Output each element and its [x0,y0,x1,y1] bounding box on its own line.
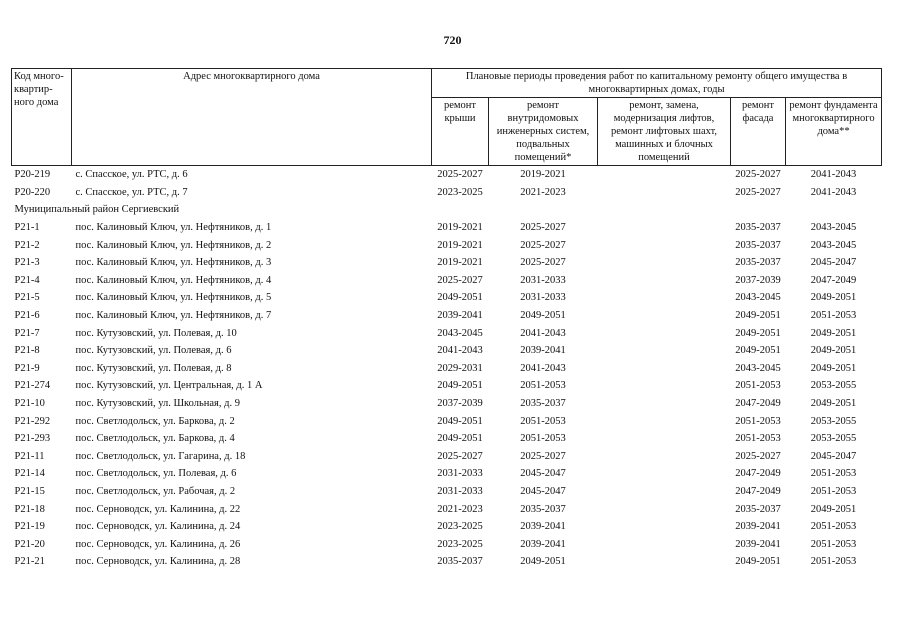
cell-address: пос. Кутузовский, ул. Полевая, д. 10 [75,327,237,339]
cell-elevators [598,483,731,501]
cell-roof: 2025-2027 [437,274,483,286]
header-foundation: ремонт фундамента многоквартирного дома** [786,98,882,166]
cell-address: пос. Серноводск, ул. Калинина, д. 26 [75,538,241,550]
cell-foundation: 2051-2053 [810,310,857,322]
cell-code: Р21-7 [14,327,40,339]
cell-code: Р21-20 [14,538,45,550]
cell-facade: 2051-2053 [735,415,781,427]
cell-roof: 2023-2025 [437,521,483,533]
cell-roof: 2031-2033 [437,468,483,480]
cell-address: пос. Калиновый Ключ, ул. Нефтяников, д. 2 [75,239,272,251]
table-row [12,377,882,395]
cell-foundation: 2053-2055 [810,415,857,427]
capital-repair-table [11,68,882,571]
cell-systems: 2039-2041 [520,345,566,357]
cell-address: пос. Кутузовский, ул. Полевая, д. 8 [75,362,232,374]
cell-foundation: 2045-2047 [810,257,857,269]
page-number: 720 [443,33,462,47]
table-row [12,553,882,571]
cell-roof: 2029-2031 [437,362,483,374]
cell-facade: 2047-2049 [735,398,781,410]
cell-foundation: 2053-2055 [810,433,857,445]
cell-code: Р21-15 [14,485,45,497]
table-row [12,412,882,430]
cell-roof: 2031-2033 [437,485,483,497]
cell-systems: 2025-2027 [520,239,566,251]
header-roof: ремонт крыши [432,98,489,166]
cell-code: Р21-8 [14,345,40,357]
cell-facade: 2047-2049 [735,468,781,480]
cell-address: с. Спасское, ул. РТС, д. 7 [75,186,188,198]
table-row [12,236,882,254]
cell-facade: 2039-2041 [735,521,781,533]
cell-address: пос. Калиновый Ключ, ул. Нефтяников, д. 1 [75,222,272,234]
cell-foundation: 2041-2043 [810,186,857,198]
cell-elevators [598,342,731,360]
cell-systems: 2025-2027 [520,257,566,269]
cell-address: пос. Светлодольск, ул. Баркова, д. 2 [75,415,235,427]
cell-facade: 2025-2027 [735,450,781,462]
cell-roof: 2019-2021 [437,239,483,251]
cell-foundation: 2051-2053 [810,538,857,550]
table-row [12,289,882,307]
header-facade: ремонт фасада [731,98,786,166]
cell-systems: 2035-2037 [520,398,566,410]
cell-code: Р21-11 [14,450,45,462]
cell-roof: 2043-2045 [437,327,483,339]
cell-systems: 2031-2033 [520,274,566,286]
cell-elevators [598,395,731,413]
cell-facade: 2049-2051 [735,345,781,357]
cell-elevators [598,184,731,202]
header-systems: ремонт внутридомовых инженерных систем, подвальных помещений* [489,98,598,166]
cell-code: Р21-14 [14,468,45,480]
cell-roof: 2039-2041 [437,310,483,322]
cell-code: Р21-6 [14,310,40,322]
cell-address: пос. Кутузовский, ул. Полевая, д. 6 [75,345,232,357]
cell-facade: 2051-2053 [735,380,781,392]
cell-elevators [598,360,731,378]
cell-foundation: 2049-2051 [810,292,857,304]
cell-roof: 2041-2043 [437,345,483,357]
cell-facade: 2043-2045 [735,292,781,304]
table-row [12,272,882,290]
header-address: Адрес многоквартирного дома [72,69,432,166]
cell-address: пос. Светлодольск, ул. Баркова, д. 4 [75,433,235,445]
cell-systems: 2045-2047 [520,485,566,497]
cell-code: Р20-220 [14,186,51,198]
cell-systems: 2051-2053 [520,380,566,392]
cell-code: Р21-9 [14,362,40,374]
cell-elevators [598,289,731,307]
cell-foundation: 2043-2045 [810,239,857,251]
cell-foundation: 2051-2053 [810,556,857,568]
table-row [12,518,882,536]
cell-foundation: 2051-2053 [810,468,857,480]
cell-roof: 2019-2021 [437,257,483,269]
cell-foundation: 2043-2045 [810,222,857,234]
cell-address: пос. Серноводск, ул. Калинина, д. 24 [75,521,241,533]
cell-code: Р21-21 [14,556,45,568]
cell-elevators [598,272,731,290]
cell-systems: 2039-2041 [520,521,566,533]
cell-facade: 2025-2027 [735,186,781,198]
cell-roof: 2025-2027 [437,450,483,462]
cell-code: Р21-293 [14,433,51,445]
header-periods: Плановые периоды проведения работ по капитальному ремонту общего имущества в многоквартирных домах, годы [432,69,882,98]
cell-facade: 2049-2051 [735,327,781,339]
cell-elevators [598,254,731,272]
header-code: Код много- квартир- ного дома [12,69,72,166]
cell-elevators [598,553,731,571]
cell-code: Р21-19 [14,521,45,533]
cell-systems: 2041-2043 [520,362,566,374]
cell-elevators [598,219,731,237]
cell-systems: 2041-2043 [520,327,566,339]
cell-foundation: 2045-2047 [810,450,857,462]
header-elevators: ремонт, замена, модернизация лифтов, ремонт лифтовых шахт, машинных и блочных помещений [598,98,731,166]
cell-systems: 2019-2021 [520,169,566,181]
cell-elevators [598,518,731,536]
cell-elevators [598,448,731,466]
cell-address: пос. Серноводск, ул. Калинина, д. 22 [75,503,241,515]
cell-foundation: 2049-2051 [810,503,857,515]
cell-code: Р21-3 [14,257,40,269]
table-row [12,342,882,360]
table-row [12,360,882,378]
cell-foundation: 2049-2051 [810,362,857,374]
table-row [12,254,882,272]
cell-elevators [598,535,731,553]
cell-facade: 2039-2041 [735,538,781,550]
cell-elevators [598,465,731,483]
cell-roof: 2049-2051 [437,380,483,392]
cell-facade: 2043-2045 [735,362,781,374]
cell-address: с. Спасское, ул. РТС, д. 6 [75,169,188,181]
cell-systems: 2025-2027 [520,450,566,462]
cell-systems: 2021-2023 [520,186,566,198]
cell-foundation: 2053-2055 [810,380,857,392]
table-row [12,395,882,413]
cell-roof: 2025-2027 [437,169,483,181]
cell-elevators [598,377,731,395]
cell-systems: 2039-2041 [520,538,566,550]
table-row [12,500,882,518]
cell-facade: 2035-2037 [735,222,781,234]
cell-address: пос. Калиновый Ключ, ул. Нефтяников, д. 5 [75,292,272,304]
table-row [12,307,882,325]
cell-facade: 2035-2037 [735,257,781,269]
cell-facade: 2047-2049 [735,485,781,497]
cell-systems: 2049-2051 [520,556,566,568]
cell-roof: 2037-2039 [437,398,483,410]
cell-systems: 2045-2047 [520,468,566,480]
table-row [12,166,882,184]
cell-address: пос. Кутузовский, ул. Школьная, д. 9 [75,398,240,410]
table-row [12,448,882,466]
table-row [12,465,882,483]
cell-facade: 2049-2051 [735,310,781,322]
section-row [12,201,882,219]
table-row [12,184,882,202]
cell-elevators [598,307,731,325]
cell-code: Р21-292 [14,415,51,427]
cell-systems: 2031-2033 [520,292,566,304]
cell-address: пос. Светлодольск, ул. Гагарина, д. 18 [75,450,246,462]
cell-elevators [598,430,731,448]
table-row [12,535,882,553]
cell-address: пос. Кутузовский, ул. Центральная, д. 1 А [75,380,263,392]
cell-address: пос. Калиновый Ключ, ул. Нефтяников, д. 7 [75,310,272,322]
cell-systems: 2025-2027 [520,222,566,234]
cell-code: Р20-219 [14,169,51,181]
cell-code: Р21-5 [14,292,40,304]
cell-roof: 2023-2025 [437,538,483,550]
cell-facade: 2035-2037 [735,503,781,515]
cell-facade: 2049-2051 [735,556,781,568]
cell-code: Р21-274 [14,380,51,392]
table-row [12,430,882,448]
cell-code: Р21-4 [14,274,40,286]
cell-roof: 2019-2021 [437,222,483,234]
cell-facade: 2037-2039 [735,274,781,286]
table-body [12,166,882,571]
cell-foundation: 2047-2049 [810,274,857,286]
table-row [12,219,882,237]
cell-elevators [598,166,731,184]
cell-code: Р21-10 [14,398,45,410]
cell-address: пос. Калиновый Ключ, ул. Нефтяников, д. 3 [75,257,272,269]
cell-foundation: 2049-2051 [810,327,857,339]
section-title: Муниципальный район Сергиевский [14,204,180,216]
cell-facade: 2051-2053 [735,433,781,445]
cell-foundation: 2051-2053 [810,521,857,533]
cell-address: пос. Светлодольск, ул. Полевая, д. 6 [75,468,237,480]
cell-systems: 2049-2051 [520,310,566,322]
cell-foundation: 2049-2051 [810,398,857,410]
cell-roof: 2023-2025 [437,186,483,198]
cell-systems: 2035-2037 [520,503,566,515]
cell-facade: 2025-2027 [735,169,781,181]
cell-elevators [598,324,731,342]
cell-roof: 2021-2023 [437,503,483,515]
cell-foundation: 2041-2043 [810,169,857,181]
cell-foundation: 2051-2053 [810,485,857,497]
cell-systems: 2051-2053 [520,433,566,445]
cell-roof: 2049-2051 [437,433,483,445]
cell-roof: 2049-2051 [437,415,483,427]
cell-facade: 2035-2037 [735,239,781,251]
cell-code: Р21-2 [14,239,40,251]
table-row [12,483,882,501]
cell-systems: 2051-2053 [520,415,566,427]
cell-foundation: 2049-2051 [810,345,857,357]
cell-roof: 2035-2037 [437,556,483,568]
cell-address: пос. Калиновый Ключ, ул. Нефтяников, д. 4 [75,274,272,286]
cell-address: пос. Серноводск, ул. Калинина, д. 28 [75,556,241,568]
cell-elevators [598,412,731,430]
cell-code: Р21-1 [14,222,40,234]
table-row [12,324,882,342]
cell-code: Р21-18 [14,503,45,515]
cell-roof: 2049-2051 [437,292,483,304]
cell-elevators [598,236,731,254]
cell-address: пос. Светлодольск, ул. Рабочая, д. 2 [75,485,236,497]
cell-elevators [598,500,731,518]
